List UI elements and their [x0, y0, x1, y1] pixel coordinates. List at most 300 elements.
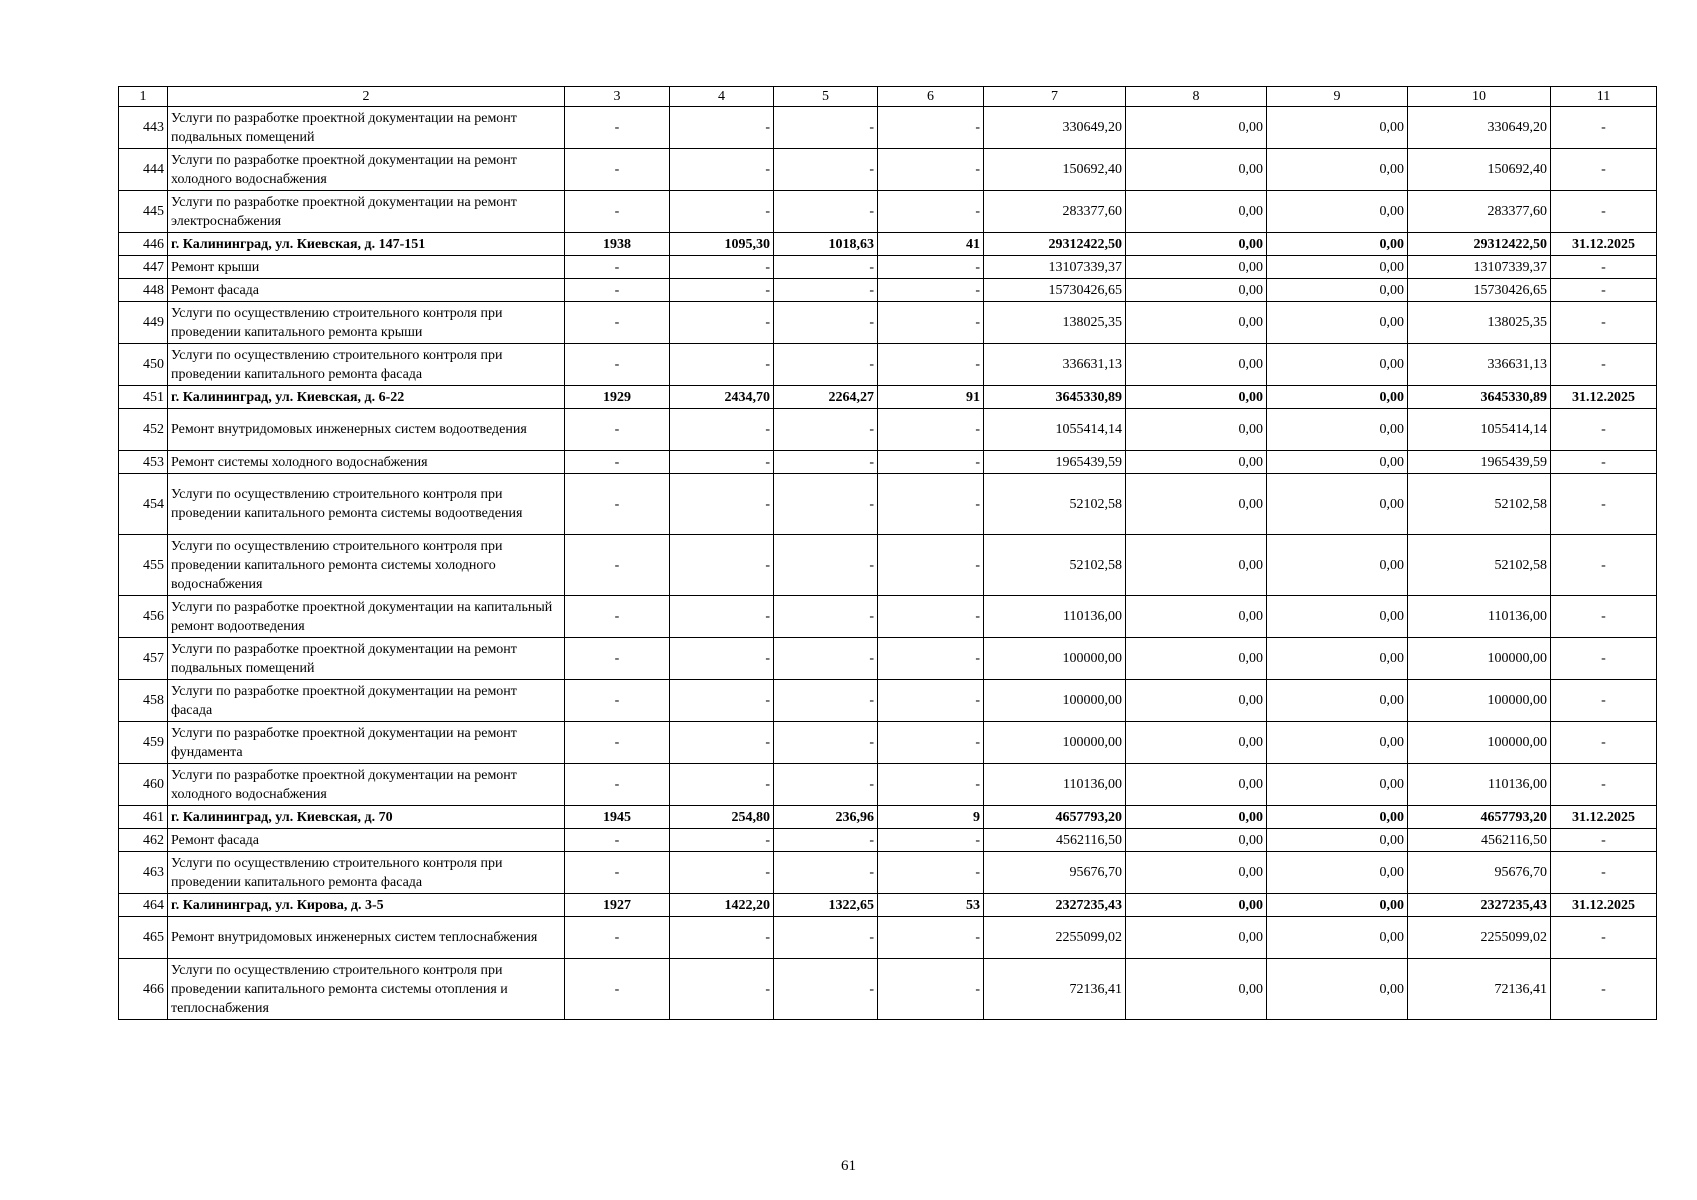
- description-cell: Услуги по осуществлению строительного контроля при проведении капитального ремонта системы отопления и теплоснабжения: [168, 959, 565, 1020]
- fund-cell: 0,00: [1126, 959, 1267, 1020]
- area-living-cell: 236,96: [774, 806, 878, 829]
- residents-cell: -: [878, 596, 984, 638]
- area-total-cell: -: [670, 680, 774, 722]
- row-number-cell: 456: [119, 596, 168, 638]
- total-cost-cell: 13107339,37: [984, 256, 1126, 279]
- fund-cell: 0,00: [1126, 256, 1267, 279]
- year-cell: -: [565, 107, 670, 149]
- deadline-cell: -: [1551, 680, 1657, 722]
- residents-cell: -: [878, 302, 984, 344]
- fund-cell: 0,00: [1126, 191, 1267, 233]
- area-living-cell: -: [774, 256, 878, 279]
- description-cell: Ремонт фасада: [168, 829, 565, 852]
- row-number-cell: 446: [119, 233, 168, 256]
- table-row: [119, 474, 1657, 535]
- area-living-cell: -: [774, 535, 878, 596]
- other-fund-cell: 0,00: [1267, 917, 1408, 959]
- description-cell: Услуги по разработке проектной документации на ремонт подвальных помещений: [168, 638, 565, 680]
- fund-cell: 0,00: [1126, 852, 1267, 894]
- fund-cell: 0,00: [1126, 917, 1267, 959]
- column-header: 4: [670, 87, 774, 107]
- description-cell: Услуги по разработке проектной документации на ремонт фундамента: [168, 722, 565, 764]
- total-cost-cell: 150692,40: [984, 149, 1126, 191]
- residents-cell: -: [878, 917, 984, 959]
- description-cell: Услуги по осуществлению строительного контроля при проведении капитального ремонта системы водоотведения: [168, 474, 565, 535]
- fund-cell: 0,00: [1126, 279, 1267, 302]
- total-cost-cell: 15730426,65: [984, 279, 1126, 302]
- year-cell: -: [565, 596, 670, 638]
- total-cost-cell: 100000,00: [984, 638, 1126, 680]
- deadline-cell: -: [1551, 638, 1657, 680]
- owner-funds-cell: 2327235,43: [1408, 894, 1551, 917]
- other-fund-cell: 0,00: [1267, 256, 1408, 279]
- table-row: [119, 302, 1657, 344]
- owner-funds-cell: 150692,40: [1408, 149, 1551, 191]
- fund-cell: 0,00: [1126, 386, 1267, 409]
- area-living-cell: 1018,63: [774, 233, 878, 256]
- description-cell: г. Калининград, ул. Киевская, д. 70: [168, 806, 565, 829]
- column-header: 10: [1408, 87, 1551, 107]
- area-living-cell: -: [774, 596, 878, 638]
- other-fund-cell: 0,00: [1267, 344, 1408, 386]
- fund-cell: 0,00: [1126, 638, 1267, 680]
- fund-cell: 0,00: [1126, 535, 1267, 596]
- residents-cell: 53: [878, 894, 984, 917]
- other-fund-cell: 0,00: [1267, 596, 1408, 638]
- year-cell: -: [565, 638, 670, 680]
- fund-cell: 0,00: [1126, 474, 1267, 535]
- residents-cell: 9: [878, 806, 984, 829]
- column-number-row: [119, 87, 1657, 107]
- residents-cell: -: [878, 344, 984, 386]
- row-number-cell: 459: [119, 722, 168, 764]
- column-header: 2: [168, 87, 565, 107]
- owner-funds-cell: 95676,70: [1408, 852, 1551, 894]
- description-cell: Услуги по разработке проектной документации на ремонт холодного водоснабжения: [168, 764, 565, 806]
- year-cell: -: [565, 474, 670, 535]
- area-living-cell: -: [774, 344, 878, 386]
- area-total-cell: 254,80: [670, 806, 774, 829]
- column-header: 7: [984, 87, 1126, 107]
- other-fund-cell: 0,00: [1267, 852, 1408, 894]
- description-cell: Услуги по осуществлению строительного контроля при проведении капитального ремонта системы холодного водоснабжения: [168, 535, 565, 596]
- table-row: [119, 191, 1657, 233]
- area-living-cell: 2264,27: [774, 386, 878, 409]
- year-cell: -: [565, 722, 670, 764]
- owner-funds-cell: 110136,00: [1408, 596, 1551, 638]
- year-cell: -: [565, 279, 670, 302]
- row-number-cell: 450: [119, 344, 168, 386]
- year-cell: -: [565, 764, 670, 806]
- other-fund-cell: 0,00: [1267, 680, 1408, 722]
- row-number-cell: 461: [119, 806, 168, 829]
- owner-funds-cell: 283377,60: [1408, 191, 1551, 233]
- year-cell: -: [565, 344, 670, 386]
- description-cell: Услуги по разработке проектной документации на капитальный ремонт водоотведения: [168, 596, 565, 638]
- year-cell: -: [565, 451, 670, 474]
- fund-cell: 0,00: [1126, 302, 1267, 344]
- area-total-cell: 2434,70: [670, 386, 774, 409]
- owner-funds-cell: 138025,35: [1408, 302, 1551, 344]
- area-living-cell: -: [774, 917, 878, 959]
- residents-cell: -: [878, 638, 984, 680]
- deadline-cell: -: [1551, 451, 1657, 474]
- table-row: [119, 638, 1657, 680]
- fund-cell: 0,00: [1126, 451, 1267, 474]
- total-cost-cell: 1965439,59: [984, 451, 1126, 474]
- description-cell: Услуги по осуществлению строительного контроля при проведении капитального ремонта крыши: [168, 302, 565, 344]
- deadline-cell: -: [1551, 535, 1657, 596]
- row-number-cell: 451: [119, 386, 168, 409]
- area-total-cell: 1095,30: [670, 233, 774, 256]
- deadline-cell: -: [1551, 959, 1657, 1020]
- owner-funds-cell: 336631,13: [1408, 344, 1551, 386]
- owner-funds-cell: 72136,41: [1408, 959, 1551, 1020]
- other-fund-cell: 0,00: [1267, 535, 1408, 596]
- deadline-cell: -: [1551, 409, 1657, 451]
- owner-funds-cell: 52102,58: [1408, 474, 1551, 535]
- owner-funds-cell: 100000,00: [1408, 722, 1551, 764]
- table-body: [119, 107, 1657, 1020]
- address-row: [119, 806, 1657, 829]
- area-living-cell: -: [774, 451, 878, 474]
- table-row: [119, 680, 1657, 722]
- column-header: 8: [1126, 87, 1267, 107]
- row-number-cell: 464: [119, 894, 168, 917]
- other-fund-cell: 0,00: [1267, 474, 1408, 535]
- residents-cell: 41: [878, 233, 984, 256]
- area-living-cell: -: [774, 474, 878, 535]
- row-number-cell: 466: [119, 959, 168, 1020]
- description-cell: Услуги по осуществлению строительного контроля при проведении капитального ремонта фасада: [168, 344, 565, 386]
- page-number: 61: [841, 1158, 856, 1174]
- area-total-cell: -: [670, 638, 774, 680]
- address-row: [119, 386, 1657, 409]
- residents-cell: -: [878, 852, 984, 894]
- total-cost-cell: 330649,20: [984, 107, 1126, 149]
- total-cost-cell: 4657793,20: [984, 806, 1126, 829]
- other-fund-cell: 0,00: [1267, 233, 1408, 256]
- area-total-cell: -: [670, 302, 774, 344]
- area-total-cell: -: [670, 829, 774, 852]
- year-cell: -: [565, 829, 670, 852]
- row-number-cell: 455: [119, 535, 168, 596]
- area-living-cell: -: [774, 191, 878, 233]
- year-cell: 1929: [565, 386, 670, 409]
- total-cost-cell: 100000,00: [984, 722, 1126, 764]
- other-fund-cell: 0,00: [1267, 107, 1408, 149]
- fund-cell: 0,00: [1126, 680, 1267, 722]
- area-total-cell: -: [670, 917, 774, 959]
- year-cell: -: [565, 917, 670, 959]
- other-fund-cell: 0,00: [1267, 409, 1408, 451]
- column-header: 1: [119, 87, 168, 107]
- area-living-cell: 1322,65: [774, 894, 878, 917]
- total-cost-cell: 95676,70: [984, 852, 1126, 894]
- area-total-cell: -: [670, 409, 774, 451]
- area-living-cell: -: [774, 107, 878, 149]
- fund-cell: 0,00: [1126, 149, 1267, 191]
- description-cell: Услуги по разработке проектной документации на ремонт холодного водоснабжения: [168, 149, 565, 191]
- residents-cell: -: [878, 535, 984, 596]
- area-living-cell: -: [774, 279, 878, 302]
- total-cost-cell: 2327235,43: [984, 894, 1126, 917]
- description-cell: г. Калининград, ул. Киевская, д. 147-151: [168, 233, 565, 256]
- residents-cell: -: [878, 959, 984, 1020]
- fund-cell: 0,00: [1126, 806, 1267, 829]
- description-cell: Услуги по разработке проектной документации на ремонт подвальных помещений: [168, 107, 565, 149]
- area-total-cell: -: [670, 852, 774, 894]
- fund-cell: 0,00: [1126, 409, 1267, 451]
- area-total-cell: -: [670, 191, 774, 233]
- deadline-cell: -: [1551, 764, 1657, 806]
- row-number-cell: 454: [119, 474, 168, 535]
- row-number-cell: 449: [119, 302, 168, 344]
- area-total-cell: -: [670, 764, 774, 806]
- residents-cell: -: [878, 722, 984, 764]
- residents-cell: -: [878, 680, 984, 722]
- other-fund-cell: 0,00: [1267, 302, 1408, 344]
- row-number-cell: 458: [119, 680, 168, 722]
- description-cell: Ремонт фасада: [168, 279, 565, 302]
- residents-cell: -: [878, 107, 984, 149]
- year-cell: -: [565, 149, 670, 191]
- table-row: [119, 149, 1657, 191]
- description-cell: г. Калининград, ул. Кирова, д. 3-5: [168, 894, 565, 917]
- year-cell: -: [565, 852, 670, 894]
- area-total-cell: -: [670, 344, 774, 386]
- other-fund-cell: 0,00: [1267, 279, 1408, 302]
- column-header: 6: [878, 87, 984, 107]
- deadline-cell: -: [1551, 344, 1657, 386]
- column-header: 9: [1267, 87, 1408, 107]
- deadline-cell: -: [1551, 852, 1657, 894]
- total-cost-cell: 336631,13: [984, 344, 1126, 386]
- owner-funds-cell: 330649,20: [1408, 107, 1551, 149]
- area-total-cell: -: [670, 474, 774, 535]
- area-total-cell: -: [670, 451, 774, 474]
- table-row: [119, 764, 1657, 806]
- area-living-cell: -: [774, 680, 878, 722]
- table-row: [119, 451, 1657, 474]
- residents-cell: -: [878, 409, 984, 451]
- other-fund-cell: 0,00: [1267, 764, 1408, 806]
- year-cell: -: [565, 680, 670, 722]
- description-cell: Ремонт внутридомовых инженерных систем водоотведения: [168, 409, 565, 451]
- total-cost-cell: 2255099,02: [984, 917, 1126, 959]
- area-total-cell: -: [670, 149, 774, 191]
- other-fund-cell: 0,00: [1267, 894, 1408, 917]
- other-fund-cell: 0,00: [1267, 638, 1408, 680]
- table-row: [119, 344, 1657, 386]
- area-living-cell: -: [774, 829, 878, 852]
- description-cell: Ремонт внутридомовых инженерных систем теплоснабжения: [168, 917, 565, 959]
- deadline-cell: 31.12.2025: [1551, 386, 1657, 409]
- deadline-cell: -: [1551, 829, 1657, 852]
- total-cost-cell: 29312422,50: [984, 233, 1126, 256]
- year-cell: -: [565, 191, 670, 233]
- column-header: 5: [774, 87, 878, 107]
- deadline-cell: -: [1551, 149, 1657, 191]
- owner-funds-cell: 52102,58: [1408, 535, 1551, 596]
- area-total-cell: -: [670, 535, 774, 596]
- deadline-cell: -: [1551, 302, 1657, 344]
- area-living-cell: -: [774, 852, 878, 894]
- residents-cell: -: [878, 149, 984, 191]
- column-header: 3: [565, 87, 670, 107]
- fund-cell: 0,00: [1126, 722, 1267, 764]
- description-cell: Услуги по осуществлению строительного контроля при проведении капитального ремонта фасада: [168, 852, 565, 894]
- fund-cell: 0,00: [1126, 233, 1267, 256]
- row-number-cell: 465: [119, 917, 168, 959]
- year-cell: 1927: [565, 894, 670, 917]
- row-number-cell: 448: [119, 279, 168, 302]
- row-number-cell: 453: [119, 451, 168, 474]
- area-total-cell: -: [670, 256, 774, 279]
- total-cost-cell: 52102,58: [984, 474, 1126, 535]
- column-header: 11: [1551, 87, 1657, 107]
- other-fund-cell: 0,00: [1267, 149, 1408, 191]
- fund-cell: 0,00: [1126, 107, 1267, 149]
- deadline-cell: -: [1551, 191, 1657, 233]
- total-cost-cell: 110136,00: [984, 764, 1126, 806]
- total-cost-cell: 100000,00: [984, 680, 1126, 722]
- area-living-cell: -: [774, 149, 878, 191]
- area-total-cell: -: [670, 107, 774, 149]
- other-fund-cell: 0,00: [1267, 451, 1408, 474]
- address-row: [119, 233, 1657, 256]
- year-cell: -: [565, 256, 670, 279]
- total-cost-cell: 3645330,89: [984, 386, 1126, 409]
- year-cell: 1938: [565, 233, 670, 256]
- table-row: [119, 959, 1657, 1020]
- total-cost-cell: 52102,58: [984, 535, 1126, 596]
- row-number-cell: 462: [119, 829, 168, 852]
- table-row: [119, 829, 1657, 852]
- table-row: [119, 596, 1657, 638]
- table-row: [119, 852, 1657, 894]
- owner-funds-cell: 100000,00: [1408, 680, 1551, 722]
- owner-funds-cell: 15730426,65: [1408, 279, 1551, 302]
- deadline-cell: -: [1551, 722, 1657, 764]
- residents-cell: -: [878, 764, 984, 806]
- year-cell: -: [565, 302, 670, 344]
- deadline-cell: -: [1551, 279, 1657, 302]
- total-cost-cell: 110136,00: [984, 596, 1126, 638]
- area-total-cell: -: [670, 279, 774, 302]
- owner-funds-cell: 3645330,89: [1408, 386, 1551, 409]
- row-number-cell: 457: [119, 638, 168, 680]
- residents-cell: -: [878, 191, 984, 233]
- area-total-cell: 1422,20: [670, 894, 774, 917]
- row-number-cell: 460: [119, 764, 168, 806]
- residents-cell: -: [878, 451, 984, 474]
- area-total-cell: -: [670, 596, 774, 638]
- total-cost-cell: 4562116,50: [984, 829, 1126, 852]
- year-cell: -: [565, 959, 670, 1020]
- other-fund-cell: 0,00: [1267, 722, 1408, 764]
- table-row: [119, 256, 1657, 279]
- other-fund-cell: 0,00: [1267, 959, 1408, 1020]
- other-fund-cell: 0,00: [1267, 829, 1408, 852]
- fund-cell: 0,00: [1126, 344, 1267, 386]
- area-living-cell: -: [774, 764, 878, 806]
- area-living-cell: -: [774, 638, 878, 680]
- table-row: [119, 107, 1657, 149]
- table-row: [119, 917, 1657, 959]
- other-fund-cell: 0,00: [1267, 191, 1408, 233]
- table-row: [119, 535, 1657, 596]
- area-total-cell: -: [670, 959, 774, 1020]
- description-cell: Ремонт крыши: [168, 256, 565, 279]
- table-header: [119, 87, 1657, 107]
- total-cost-cell: 138025,35: [984, 302, 1126, 344]
- row-number-cell: 452: [119, 409, 168, 451]
- residents-cell: -: [878, 829, 984, 852]
- residents-cell: -: [878, 256, 984, 279]
- owner-funds-cell: 2255099,02: [1408, 917, 1551, 959]
- deadline-cell: 31.12.2025: [1551, 233, 1657, 256]
- residents-cell: -: [878, 474, 984, 535]
- owner-funds-cell: 1965439,59: [1408, 451, 1551, 474]
- year-cell: -: [565, 409, 670, 451]
- area-living-cell: -: [774, 722, 878, 764]
- row-number-cell: 463: [119, 852, 168, 894]
- description-cell: Услуги по разработке проектной документации на ремонт электроснабжения: [168, 191, 565, 233]
- residents-cell: -: [878, 279, 984, 302]
- deadline-cell: -: [1551, 256, 1657, 279]
- table-row: [119, 409, 1657, 451]
- year-cell: 1945: [565, 806, 670, 829]
- owner-funds-cell: 110136,00: [1408, 764, 1551, 806]
- total-cost-cell: 283377,60: [984, 191, 1126, 233]
- deadline-cell: 31.12.2025: [1551, 894, 1657, 917]
- year-cell: -: [565, 535, 670, 596]
- deadline-cell: -: [1551, 107, 1657, 149]
- description-cell: Ремонт системы холодного водоснабжения: [168, 451, 565, 474]
- description-cell: Услуги по разработке проектной документации на ремонт фасада: [168, 680, 565, 722]
- residents-cell: 91: [878, 386, 984, 409]
- deadline-cell: -: [1551, 917, 1657, 959]
- fund-cell: 0,00: [1126, 764, 1267, 806]
- fund-cell: 0,00: [1126, 829, 1267, 852]
- deadline-cell: 31.12.2025: [1551, 806, 1657, 829]
- other-fund-cell: 0,00: [1267, 806, 1408, 829]
- deadline-cell: -: [1551, 474, 1657, 535]
- repair-program-table: [118, 86, 1657, 1020]
- table-row: [119, 279, 1657, 302]
- total-cost-cell: 1055414,14: [984, 409, 1126, 451]
- row-number-cell: 443: [119, 107, 168, 149]
- other-fund-cell: 0,00: [1267, 386, 1408, 409]
- owner-funds-cell: 29312422,50: [1408, 233, 1551, 256]
- owner-funds-cell: 1055414,14: [1408, 409, 1551, 451]
- row-number-cell: 444: [119, 149, 168, 191]
- table-row: [119, 722, 1657, 764]
- description-cell: г. Калининград, ул. Киевская, д. 6-22: [168, 386, 565, 409]
- area-living-cell: -: [774, 302, 878, 344]
- address-row: [119, 894, 1657, 917]
- area-total-cell: -: [670, 722, 774, 764]
- row-number-cell: 445: [119, 191, 168, 233]
- owner-funds-cell: 4562116,50: [1408, 829, 1551, 852]
- fund-cell: 0,00: [1126, 894, 1267, 917]
- fund-cell: 0,00: [1126, 596, 1267, 638]
- area-living-cell: -: [774, 409, 878, 451]
- owner-funds-cell: 13107339,37: [1408, 256, 1551, 279]
- owner-funds-cell: 4657793,20: [1408, 806, 1551, 829]
- total-cost-cell: 72136,41: [984, 959, 1126, 1020]
